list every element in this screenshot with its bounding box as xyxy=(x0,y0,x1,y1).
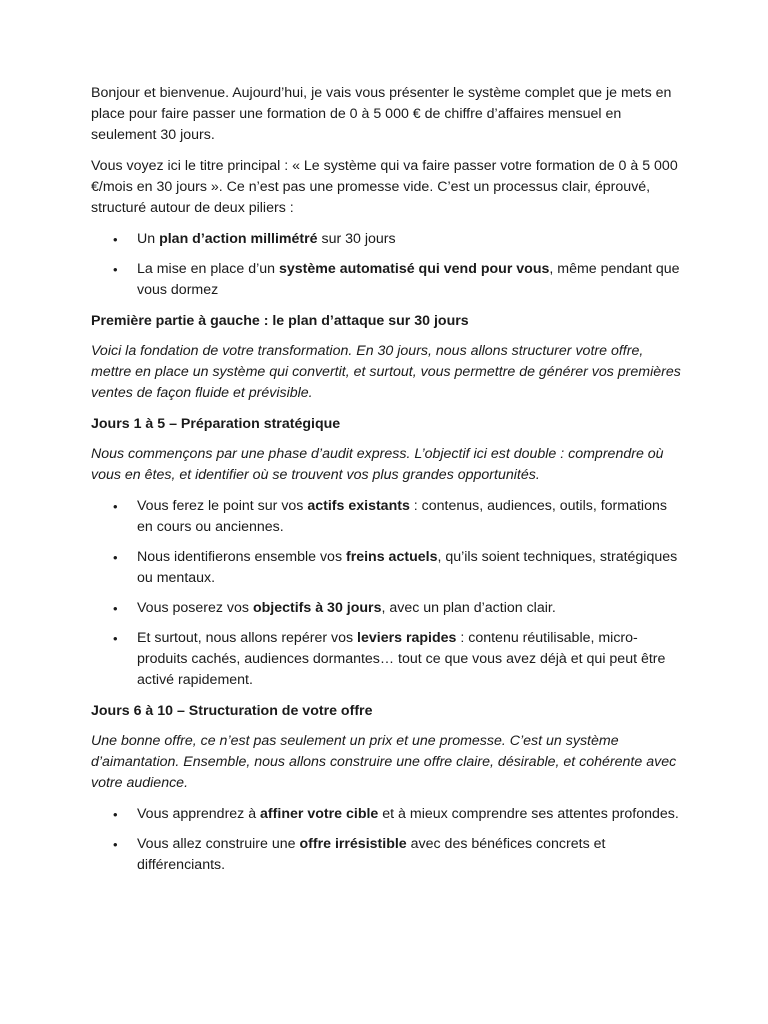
document-page xyxy=(91,83,681,886)
list-item: • Un plan d’action millimétré sur 30 jours xyxy=(91,229,681,250)
section-heading: Première partie à gauche : le plan d’attaque sur 30 jours xyxy=(91,313,469,329)
section-intro: Voici la fondation de votre transformation. En 30 jours, nous allons structurer votre offre, mettre en place un système qui convertit, et surtout, vous permettre de générer vos premières ventes de façon fluide et prévisible. xyxy=(91,343,681,401)
section-heading: Jours 6 à 10 – Structuration de votre offre xyxy=(91,703,373,719)
list-item: • Vous poserez vos objectifs à 30 jours, avec un plan d’action clair. xyxy=(91,598,681,619)
list-item: • La mise en place d’un système automatisé qui vend pour vous, même pendant que vous dormez xyxy=(91,259,681,301)
section-intro: Une bonne offre, ce n’est pas seulement un prix et une promesse. C’est un système d’aimantation. Ensemble, nous allons construire une offre claire, désirable, et cohérente avec votre audience. xyxy=(91,733,677,791)
days6to10-list xyxy=(91,804,681,876)
intro-paragraph-title: Vous voyez ici le titre principal : « Le système qui va faire passer votre formation de 0 à 5 000 €/mois en 30 jours ». Ce n’est pas une promesse vide. C’est un processus clair, éprouvé, structuré autour de deux piliers : xyxy=(91,158,678,216)
list-item: • Nous identifierons ensemble vos freins actuels, qu’ils soient techniques, stratégiques ou mentaux. xyxy=(91,547,681,589)
pillars-list xyxy=(91,229,681,301)
list-item: • Vous apprendrez à affiner votre cible et à mieux comprendre ses attentes profondes. xyxy=(91,804,681,825)
list-item: • Vous ferez le point sur vos actifs existants : contenus, audiences, outils, formations en cours ou anciennes. xyxy=(91,496,681,538)
section-heading: Jours 1 à 5 – Préparation stratégique xyxy=(91,416,341,432)
list-item: • Et surtout, nous allons repérer vos leviers rapides : contenu réutilisable, micro-produits cachés, audiences dormantes… tout ce que vous avez déjà et qui peut être activé rapidement. xyxy=(91,628,681,691)
days1to5-list xyxy=(91,496,681,691)
intro-paragraph: Bonjour et bienvenue. Aujourd’hui, je vais vous présenter le système complet que je mets en place pour faire passer une formation de 0 à 5 000 € de chiffre d’affaires mensuel en seulement 30 jours. xyxy=(91,85,672,143)
section-intro: Nous commençons par une phase d’audit express. L’objectif ici est double : comprendre où vous en êtes, et identifier où se trouvent vos plus grandes opportunités. xyxy=(91,446,664,483)
list-item: • Vous allez construire une offre irrésistible avec des bénéfices concrets et différenciants. xyxy=(91,834,681,876)
